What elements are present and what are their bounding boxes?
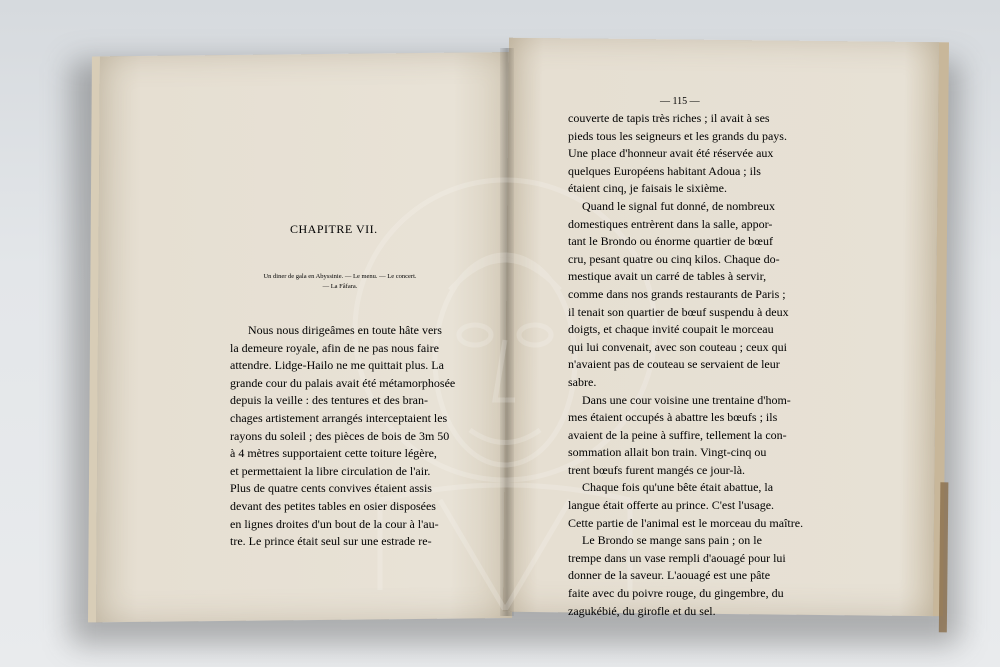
text-line: à 4 mètres supportaient cette toiture légère, bbox=[230, 446, 437, 461]
text-line: tant le Brondo ou énorme quartier de bœuf bbox=[568, 234, 773, 249]
text-line: n'avaient pas de couteau se servaient de leur bbox=[568, 357, 780, 372]
text-line: Plus de quatre cents convives étaient assis bbox=[230, 481, 432, 496]
text-line: depuis la veille : des tentures et des bran- bbox=[230, 393, 428, 408]
text-line: zagukébié, du girofle et du sel. bbox=[568, 603, 716, 618]
text-line: chages artistement arrangés interceptaient les bbox=[230, 410, 448, 425]
text-line: domestiques entrèrent dans la salle, appor- bbox=[568, 216, 773, 231]
text-line: étaient cinq, je faisais le sixième. bbox=[568, 181, 727, 196]
text-line: Chaque fois qu'une bête était abattue, la bbox=[582, 480, 774, 495]
text-line: sommation allait bon train. Vingt-cinq ou bbox=[568, 445, 767, 460]
summary-line: La Fâfara. bbox=[330, 283, 358, 290]
chapter-title: CHAPITRE VII. bbox=[290, 222, 378, 236]
text-line: trent bœufs furent mangés ce jour-là. bbox=[568, 462, 746, 477]
text-line: mes étaient occupés à abattre les bœufs ; ils bbox=[568, 410, 778, 425]
text-line: et permettaient la libre circulation de l'air. bbox=[230, 463, 431, 478]
text-line: tre. Le prince était seul sur une estrade re- bbox=[230, 534, 432, 549]
text-line: rayons du soleil ; des pièces de bois de 3m 50 bbox=[230, 428, 450, 443]
right-page-text bbox=[568, 110, 804, 620]
text-line: Cette partie de l'animal est le morceau du maître. bbox=[568, 515, 804, 530]
text-line: Dans une cour voisine une trentaine d'hom- bbox=[582, 392, 791, 407]
text-line: doigts, et chaque invité coupait le morceau bbox=[568, 322, 774, 337]
chapter-summary bbox=[260, 272, 420, 292]
text-line: grande cour du palais avait été métamorphosée bbox=[230, 375, 456, 390]
page-number: — 115 — bbox=[660, 96, 700, 107]
text-line: mestique avait un carré de tables à servir, bbox=[568, 269, 767, 284]
text-line: pieds tous les seigneurs et les grands du pays. bbox=[568, 128, 787, 143]
text-line: avaient de la peine à suffire, tellement la con- bbox=[568, 427, 787, 442]
text-line: attendre. Lidge-Hailo ne me quittait plus. La bbox=[230, 358, 444, 373]
text-line: Nous nous dirigeâmes en toute hâte vers bbox=[248, 323, 442, 337]
text-line: comme dans nos grands restaurants de Paris ; bbox=[568, 286, 786, 301]
text-line: en lignes droites d'un bout de la cour à l'au- bbox=[230, 516, 439, 531]
text-line: donner de la saveur. L'aouagé est une pâte bbox=[568, 568, 771, 583]
text-line: il tenait son quartier de bœuf suspendu à deux bbox=[568, 304, 789, 319]
text-line: sabre. bbox=[568, 374, 597, 389]
text-line: Quand le signal fut donné, de nombreux bbox=[582, 198, 775, 213]
text-line: faite avec du poivre rouge, du gingembre, du bbox=[568, 586, 784, 601]
text-line: trempe dans un vase rempli d'aouagé pour lui bbox=[568, 550, 786, 565]
text-line: couverte de tapis très riches ; il avait à ses bbox=[568, 111, 770, 125]
text-line: Le Brondo se mange sans pain ; on le bbox=[582, 533, 762, 548]
text-line: langue était offerte au prince. C'est l'usage. bbox=[568, 498, 775, 513]
text-line: la demeure royale, afin de ne pas nous faire bbox=[230, 340, 439, 355]
text-line: cru, pesant quatre ou cinq kilos. Chaque do- bbox=[568, 251, 780, 266]
text-line: qui lui convenait, avec son couteau ; ceux qui bbox=[568, 339, 787, 354]
summary-line: Un diner de gala en Abyssinie. — Le menu. — Le concert. — bbox=[263, 273, 417, 290]
text-line: Une place d'honneur avait été réservée aux bbox=[568, 146, 774, 161]
text-line: quelques Européens habitant Adoua ; ils bbox=[568, 163, 761, 178]
text-line: devant des petites tables en osier disposées bbox=[230, 498, 436, 513]
left-page-text bbox=[230, 322, 456, 551]
